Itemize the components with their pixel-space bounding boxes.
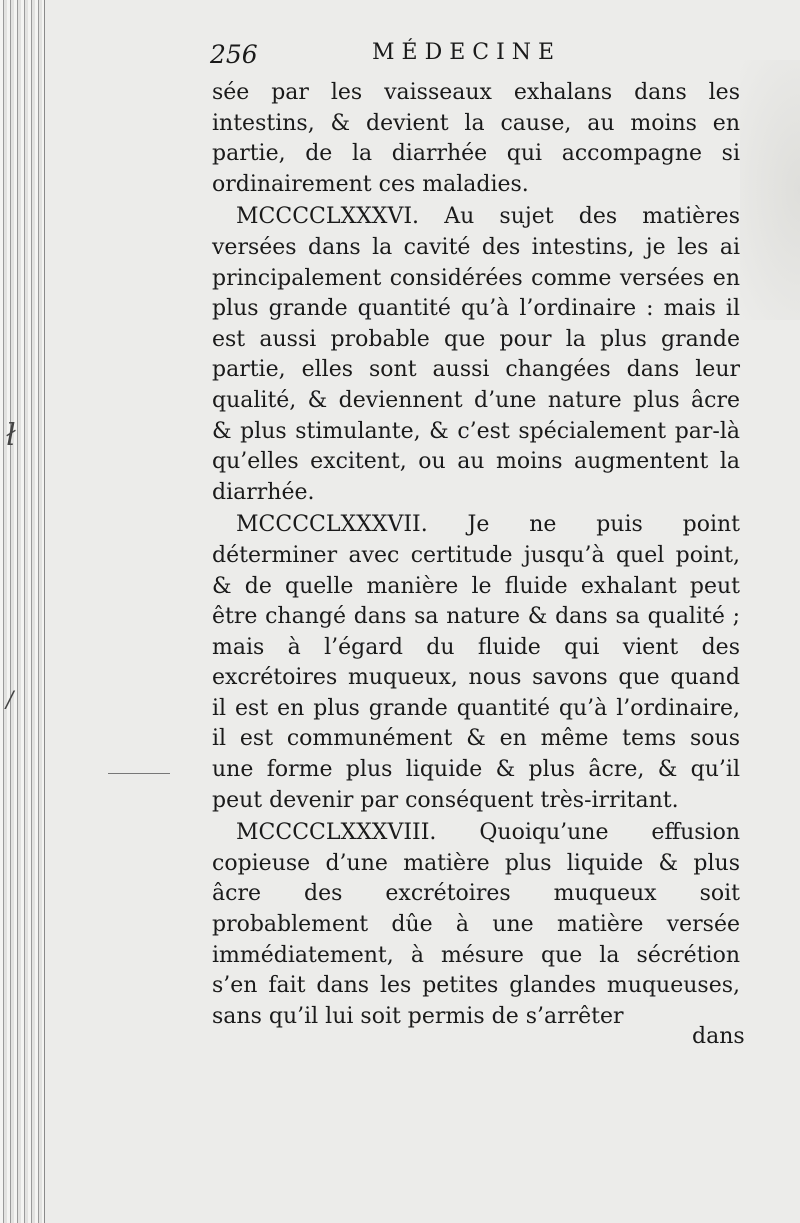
page-edges	[0, 0, 45, 1223]
paragraph-continuation: sée par les vaisseaux exhalans dans les intestins, & devient la cause, au moins en partie, de la diarrhée qui accompagne si ordinairement ces maladies.	[212, 80, 740, 197]
paragraph-1488: MCCCCLXXXVIII. Quoiqu’une effusion copieuse d’une matière plus liquide & plus âcre des excrétoires muqueux soit probablement dûe à une matière versée immédiatement, à mésure que la sécrétion s’en fait dans les petites glandes muqueuses, sans qu’il lui soit permis de s’arrêter	[212, 820, 740, 1029]
paragraph-1486: MCCCCLXXXVI. Au sujet des matières versées dans la cavité des intestins, je les ai principalement considérées comme versées en plus grande quantité qu’à l’ordinaire : mais il est aussi probable que pour la plus grande partie, elles sont aussi changées dans leur qualité, & deviennent d’une nature plus âcre & plus stimulante, & c’est spécialement par-là qu’elles excitent, ou au moins augmentent la diarrhée.	[212, 204, 740, 505]
page-header	[210, 40, 770, 76]
page-number: 256	[210, 40, 258, 69]
bleed-through-rule	[108, 773, 170, 774]
paper-stain	[740, 60, 800, 320]
margin-mark-glyph: /	[6, 688, 14, 713]
paragraph-1487: MCCCCLXXXVII. Je ne puis point déterminer avec certitude jusqu’à quel point, & de quelle manière le fluide exhalant peut être changé dans sa nature & dans sa qualité ; mais à l’égard du fluide qui vient des excrétoires muqueux, nous savons que quand il est en plus grande quantité qu’à l’ordinaire, il est communément & en même tems sous une forme plus liquide & plus âcre, & qu’il peut devenir par conséquent très-irritant.	[212, 512, 740, 813]
margin-mark-glyph: ł	[6, 418, 16, 453]
body-text	[212, 78, 740, 1032]
catchword: dans	[692, 1024, 745, 1049]
running-head: MÉDECINE	[372, 40, 562, 65]
